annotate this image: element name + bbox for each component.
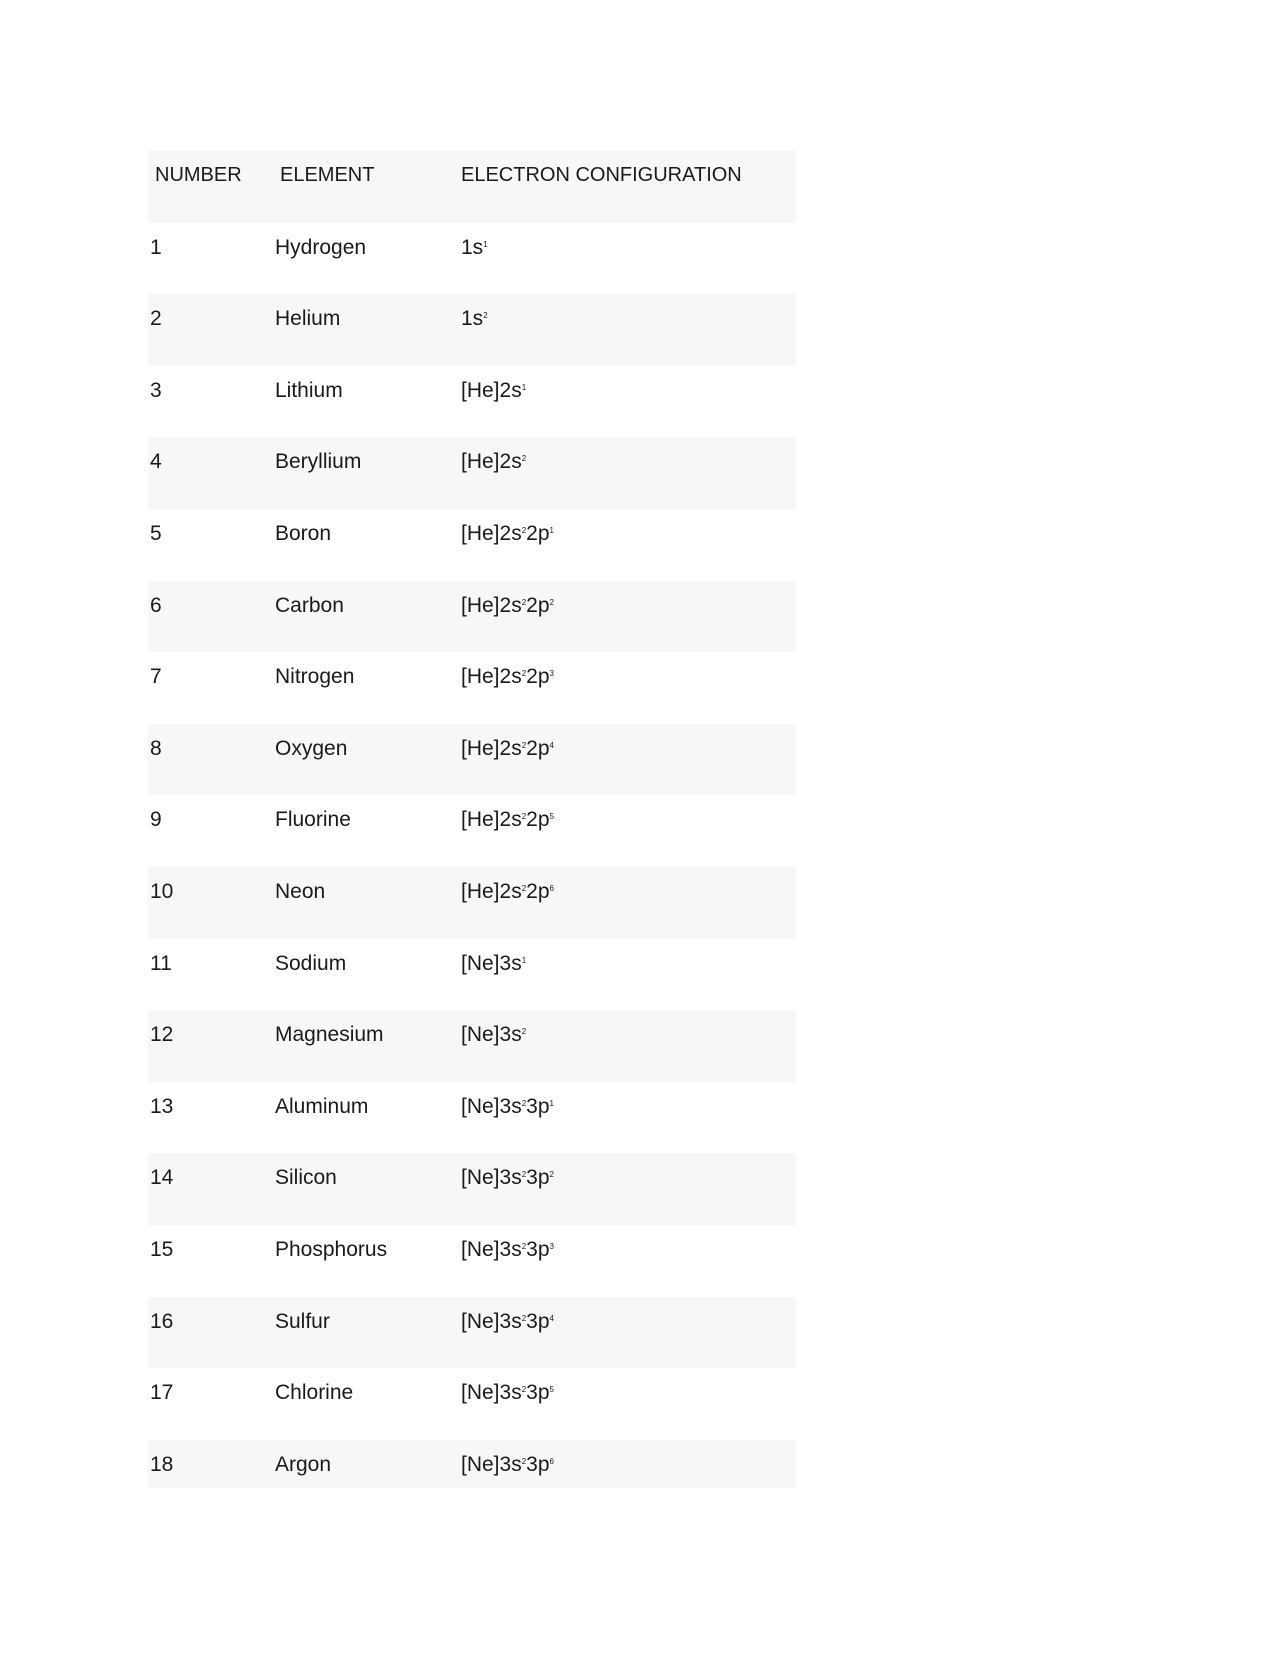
config-orbital: [Ne]3s: [461, 1023, 522, 1047]
cell-electron-configuration: [461, 306, 488, 332]
table-body: [148, 223, 796, 1488]
config-orbital: [Ne]3s: [461, 1166, 522, 1190]
config-orbital: 2p: [526, 521, 550, 545]
cell-electron-configuration: [461, 664, 554, 690]
cell-element: Lithium: [275, 378, 343, 402]
cell-element: Sodium: [275, 951, 347, 975]
config-orbital: 2p: [526, 736, 550, 760]
config-orbital: 1s: [461, 307, 484, 331]
cell-electron-configuration: [461, 951, 526, 977]
config-orbital: 3p: [526, 1381, 550, 1405]
cell-element: Nitrogen: [275, 665, 355, 689]
cell-element: Sulfur: [275, 1309, 330, 1333]
cell-number: 9: [150, 808, 162, 832]
cell-electron-configuration: [461, 378, 526, 404]
cell-number: 13: [150, 1094, 174, 1118]
config-electron-count: 2: [521, 1027, 527, 1037]
config-electron-count: 2: [549, 1170, 554, 1180]
config-orbital: [Ne]3s: [461, 1309, 522, 1333]
config-electron-count: 6: [549, 1456, 554, 1466]
table-row: [148, 1153, 796, 1225]
table-row: [148, 724, 796, 796]
cell-electron-configuration: [461, 449, 526, 475]
config-electron-count: 2: [521, 597, 527, 607]
header-number: NUMBER: [155, 164, 242, 186]
cell-number: 17: [150, 1381, 174, 1405]
config-electron-count: 6: [549, 883, 554, 893]
cell-element: Phosphorus: [275, 1237, 388, 1261]
cell-number: 8: [150, 736, 162, 760]
config-orbital: [Ne]3s: [461, 1381, 522, 1405]
config-electron-count: 2: [549, 597, 554, 607]
config-orbital: 3p: [526, 1166, 550, 1190]
cell-number: 11: [150, 951, 172, 975]
cell-electron-configuration: [461, 1309, 554, 1335]
table-row: [148, 1225, 796, 1297]
config-orbital: 2p: [526, 665, 550, 689]
cell-electron-configuration: [461, 521, 554, 547]
table-header-row: [148, 151, 796, 223]
config-electron-count: 2: [521, 1241, 527, 1251]
cell-number: 5: [150, 521, 162, 545]
electron-configuration-table: [148, 151, 796, 1488]
table-row: [148, 366, 796, 438]
config-orbital: [Ne]3s: [461, 1094, 522, 1118]
cell-element: Chlorine: [275, 1381, 354, 1405]
cell-element: Aluminum: [275, 1094, 369, 1118]
cell-element: Silicon: [275, 1166, 337, 1190]
cell-number: 16: [150, 1309, 174, 1333]
config-orbital: 3p: [526, 1309, 550, 1333]
table-row: [148, 1082, 796, 1154]
config-electron-count: 2: [521, 812, 527, 822]
cell-element: Magnesium: [275, 1023, 384, 1047]
cell-electron-configuration: [461, 1094, 554, 1120]
config-orbital: [He]2s: [461, 808, 522, 832]
table-row: [148, 437, 796, 509]
table-row: [148, 652, 796, 724]
table-row: [148, 939, 796, 1011]
config-electron-count: 5: [549, 1385, 554, 1395]
cell-element: Helium: [275, 307, 341, 331]
table-row: [148, 1440, 796, 1488]
cell-number: 18: [150, 1452, 174, 1476]
config-orbital: 2p: [526, 593, 550, 617]
cell-electron-configuration: [461, 736, 554, 762]
config-orbital: [He]2s: [461, 879, 522, 903]
header-electron-configuration: ELECTRON CONFIGURATION: [461, 164, 742, 186]
config-electron-count: 2: [521, 1456, 527, 1466]
config-electron-count: 1: [521, 955, 527, 965]
config-electron-count: 2: [521, 1385, 527, 1395]
config-electron-count: 2: [521, 1170, 527, 1180]
cell-element: Argon: [275, 1452, 332, 1476]
config-electron-count: 5: [549, 812, 554, 822]
header-element: ELEMENT: [280, 164, 375, 186]
cell-element: Oxygen: [275, 736, 348, 760]
cell-electron-configuration: [461, 879, 554, 905]
config-electron-count: 2: [521, 1098, 527, 1108]
cell-electron-configuration: [461, 1380, 554, 1406]
cell-electron-configuration: [461, 1022, 526, 1048]
config-orbital: [Ne]3s: [461, 1452, 522, 1476]
cell-number: 7: [150, 665, 162, 689]
config-electron-count: 2: [521, 669, 527, 679]
cell-element: Neon: [275, 879, 326, 903]
cell-element: Carbon: [275, 593, 344, 617]
cell-number: 14: [150, 1166, 174, 1190]
config-electron-count: 1: [521, 382, 527, 392]
cell-element: Beryllium: [275, 450, 362, 474]
cell-electron-configuration: [461, 1452, 554, 1478]
cell-number: 1: [150, 235, 162, 259]
config-electron-count: 4: [549, 740, 554, 750]
table-row: [148, 509, 796, 581]
config-orbital: [Ne]3s: [461, 1237, 522, 1261]
config-orbital: [He]2s: [461, 736, 522, 760]
table-row: [148, 867, 796, 939]
cell-element: Fluorine: [275, 808, 351, 832]
cell-electron-configuration: [461, 593, 554, 619]
cell-number: 4: [150, 450, 162, 474]
cell-number: 3: [150, 378, 162, 402]
table-row: [148, 1297, 796, 1369]
cell-number: 2: [150, 307, 162, 331]
config-orbital: 3p: [526, 1094, 550, 1118]
config-electron-count: 2: [521, 525, 527, 535]
cell-element: Hydrogen: [275, 235, 367, 259]
config-electron-count: 4: [549, 1313, 554, 1323]
cell-number: 10: [150, 879, 174, 903]
cell-number: 15: [150, 1237, 174, 1261]
table-row: [148, 1368, 796, 1440]
config-electron-count: 3: [549, 669, 554, 679]
config-orbital: 2p: [526, 808, 550, 832]
config-electron-count: 2: [521, 740, 527, 750]
config-orbital: [He]2s: [461, 593, 522, 617]
cell-electron-configuration: [461, 807, 554, 833]
cell-electron-configuration: [461, 1237, 554, 1263]
cell-electron-configuration: [461, 235, 488, 261]
config-electron-count: 2: [521, 883, 527, 893]
config-electron-count: 2: [521, 454, 527, 464]
config-orbital: [He]2s: [461, 665, 522, 689]
cell-number: 6: [150, 593, 162, 617]
table-row: [148, 581, 796, 653]
table-row: [148, 294, 796, 366]
config-electron-count: 1: [549, 525, 554, 535]
config-orbital: [He]2s: [461, 378, 522, 402]
config-electron-count: 2: [483, 311, 488, 321]
config-electron-count: 3: [549, 1241, 554, 1251]
cell-element: Boron: [275, 521, 332, 545]
config-orbital: 3p: [526, 1452, 550, 1476]
table-row: [148, 1010, 796, 1082]
config-orbital: [He]2s: [461, 450, 522, 474]
config-electron-count: 1: [549, 1098, 554, 1108]
table-row: [148, 223, 796, 295]
config-electron-count: 1: [483, 239, 488, 249]
config-electron-count: 2: [521, 1313, 527, 1323]
config-orbital: [Ne]3s: [461, 951, 522, 975]
config-orbital: [He]2s: [461, 521, 522, 545]
config-orbital: 2p: [526, 879, 550, 903]
table-row: [148, 795, 796, 867]
cell-number: 12: [150, 1023, 174, 1047]
cell-electron-configuration: [461, 1165, 554, 1191]
config-orbital: 1s: [461, 235, 484, 259]
config-orbital: 3p: [526, 1237, 550, 1261]
